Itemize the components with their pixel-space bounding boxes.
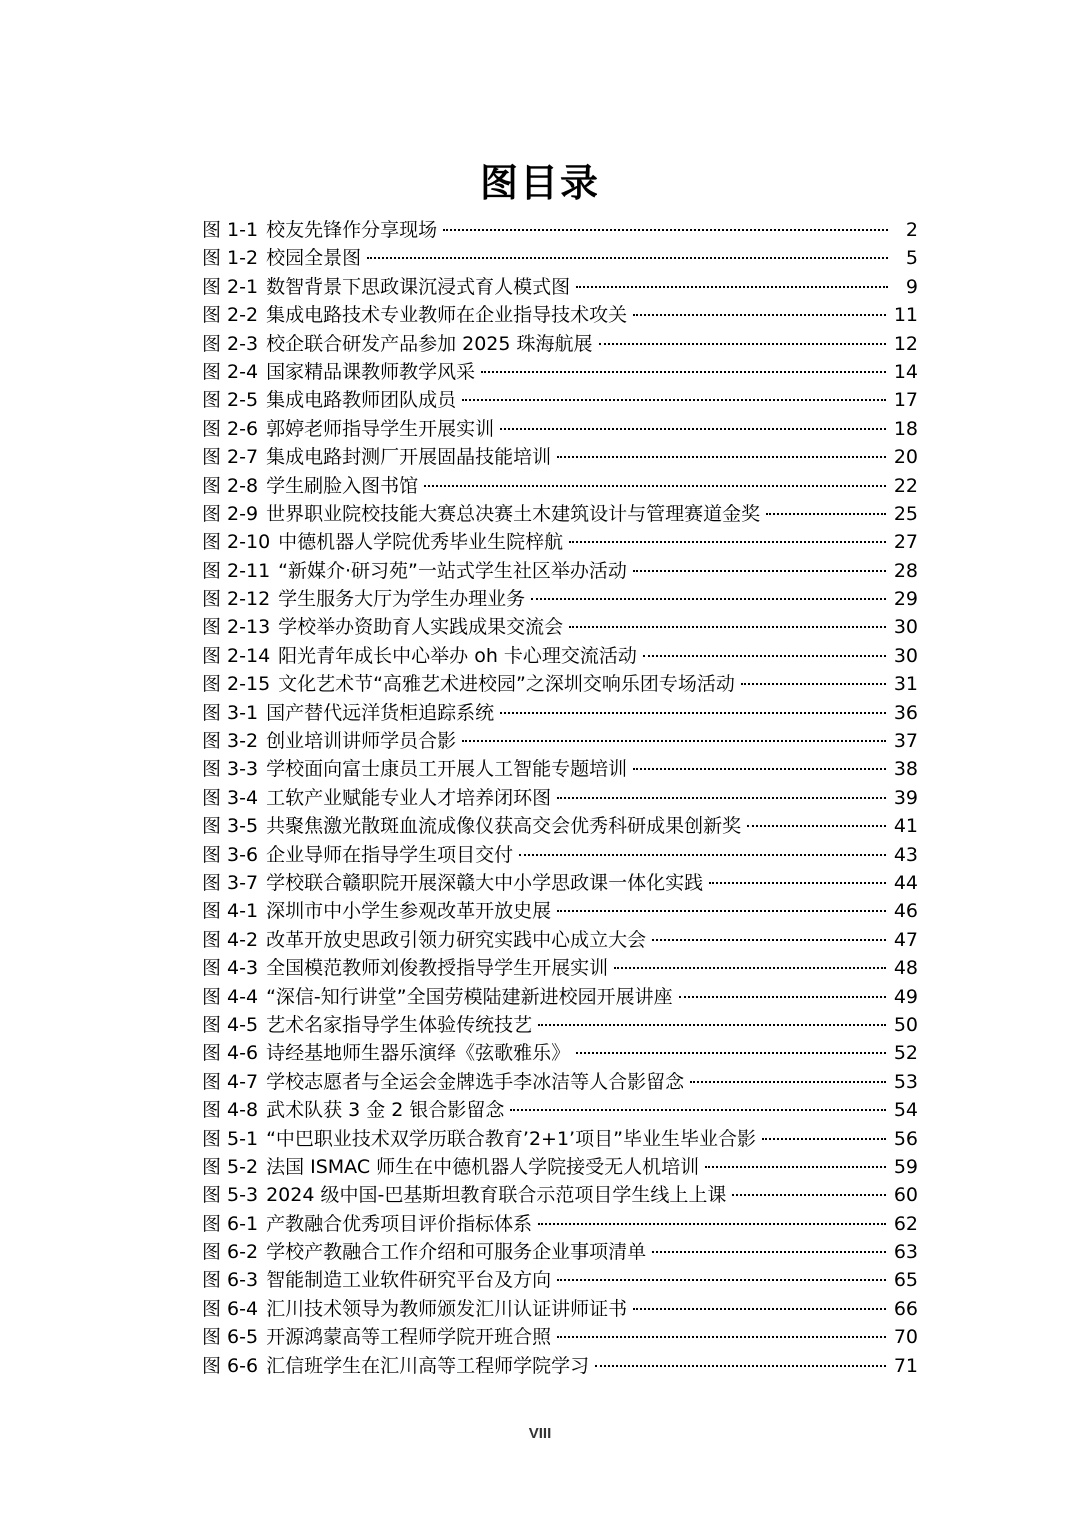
toc-entry[interactable]	[202, 699, 918, 727]
page-ref: 9	[905, 275, 918, 298]
figure-caption: 产教融合优秀项目评价指标体系	[266, 1212, 533, 1235]
page-ref: 52	[893, 1042, 918, 1065]
figure-caption: 学校产教融合工作介绍和可服务企业事项清单	[266, 1241, 647, 1264]
page-ref: 28	[893, 559, 918, 582]
page-ref: 70	[893, 1326, 918, 1349]
figure-label: 图 3-6	[202, 843, 259, 866]
dot-leader	[705, 1166, 886, 1168]
figure-label: 图 6-3	[202, 1269, 259, 1292]
page-ref: 47	[893, 928, 918, 951]
dot-leader	[481, 371, 886, 373]
toc-entry[interactable]	[202, 1295, 918, 1323]
figure-caption: 国产替代远洋货柜追踪系统	[266, 701, 495, 724]
dot-leader	[367, 257, 888, 259]
dot-leader	[747, 825, 886, 827]
figure-caption: 诗经基地师生器乐演绎《弦歌雅乐》	[266, 1042, 571, 1065]
toc-entry[interactable]	[202, 869, 918, 897]
figure-label: 图 2-4	[202, 360, 259, 383]
toc-entry[interactable]	[202, 841, 918, 869]
dot-leader	[762, 1138, 886, 1140]
figure-label: 图 6-2	[202, 1241, 259, 1264]
toc-entry[interactable]	[202, 528, 918, 556]
figure-label: 图 1-2	[202, 247, 259, 270]
toc-entry[interactable]	[202, 1125, 918, 1153]
page-ref: 56	[893, 1127, 918, 1150]
page-ref: 37	[893, 730, 918, 753]
page-title: 图目录	[479, 160, 600, 206]
figure-caption: 数智背景下思政课沉浸式育人模式图	[266, 275, 571, 298]
page-ref: 5	[905, 247, 918, 270]
figure-label: 图 5-3	[202, 1184, 259, 1207]
toc-entry[interactable]	[202, 1039, 918, 1067]
toc-entry[interactable]	[202, 1181, 918, 1209]
page-ref: 30	[893, 644, 918, 667]
figure-caption: 2024 级中国-巴基斯坦教育联合示范项目学生线上上课	[266, 1184, 727, 1207]
figure-label: 图 2-3	[202, 332, 259, 355]
toc-entry[interactable]	[202, 358, 918, 386]
figure-label: 图 2-14	[202, 644, 271, 667]
dot-leader	[652, 939, 886, 941]
figure-label: 图 2-9	[202, 502, 259, 525]
figure-caption: 汇川技术领导为教师颁发汇川认证讲师证书	[266, 1297, 628, 1320]
figure-caption: 学校面向富士康员工开展人工智能专题培训	[266, 758, 628, 781]
dot-leader	[443, 229, 888, 231]
dot-leader	[576, 1052, 886, 1054]
figure-label: 图 1-1	[202, 219, 259, 241]
figure-label: 图 2-15	[202, 673, 271, 696]
figure-label: 图 4-4	[202, 985, 259, 1008]
figure-caption: 集成电路封测厂开展固晶技能培训	[266, 446, 552, 469]
figure-label: 图 3-1	[202, 701, 259, 724]
figure-caption: 学生服务大厅为学生办理业务	[278, 588, 526, 611]
figure-label: 图 2-8	[202, 474, 259, 497]
dot-leader	[569, 541, 886, 543]
toc-entry[interactable]	[202, 983, 918, 1011]
toc-entry[interactable]	[202, 415, 918, 443]
figure-caption: 中德机器人学院优秀毕业生院梓航	[278, 531, 564, 554]
figure-label: 图 4-2	[202, 928, 259, 951]
figure-caption: 学校志愿者与全运会金牌选手李冰洁等人合影留念	[266, 1070, 685, 1093]
page-ref: 54	[893, 1099, 918, 1122]
dot-leader	[462, 399, 886, 401]
page-ref: 18	[893, 417, 918, 440]
page-ref: 11	[893, 304, 918, 327]
figure-caption: 开源鸿蒙高等工程师学院开班合照	[266, 1326, 552, 1349]
figure-label: 图 2-13	[202, 616, 271, 639]
page-ref: 66	[893, 1297, 918, 1320]
toc-entry[interactable]	[202, 1096, 918, 1124]
page-ref: 14	[893, 360, 918, 383]
page-ref: 2	[905, 219, 918, 241]
page-ref: 60	[893, 1184, 918, 1207]
figure-caption: 文化艺术节“高雅艺术进校园”之深圳交响乐团专场活动	[278, 673, 735, 696]
figure-label: 图 2-1	[202, 275, 259, 298]
toc-entry[interactable]	[202, 755, 918, 783]
dot-leader	[557, 797, 886, 799]
figure-label: 图 4-6	[202, 1042, 259, 1065]
figure-label: 图 3-2	[202, 730, 259, 753]
dot-leader	[510, 1109, 885, 1111]
page-ref: 43	[893, 843, 918, 866]
page-number: VIII	[528, 1425, 552, 1442]
dot-leader	[500, 428, 886, 430]
figure-label: 图 4-7	[202, 1070, 259, 1093]
figure-caption: 武术队获 3 金 2 银合影留念	[266, 1099, 505, 1122]
toc-entry[interactable]	[202, 1266, 918, 1294]
figure-label: 图 2-10	[202, 531, 271, 554]
figure-caption: 艺术名家指导学生体验传统技艺	[266, 1013, 533, 1036]
figure-caption: 校园全景图	[266, 247, 362, 270]
dot-leader	[538, 1223, 886, 1225]
dot-leader	[652, 1251, 886, 1253]
figure-label: 图 5-2	[202, 1155, 259, 1178]
figure-label: 图 2-11	[202, 559, 271, 582]
dot-leader	[557, 1279, 886, 1281]
toc-entry[interactable]	[202, 386, 918, 414]
page-ref: 17	[893, 389, 918, 412]
dot-leader	[766, 513, 886, 515]
page-ref: 48	[893, 957, 918, 980]
figure-caption: 校企联合研发产品参加 2025 珠海航展	[266, 332, 593, 355]
figure-label: 图 2-2	[202, 304, 259, 327]
toc-entry[interactable]	[202, 557, 918, 585]
figure-caption: 阳光青年成长中心举办 oh 卡心理交流活动	[278, 644, 637, 667]
toc-entry[interactable]	[202, 812, 918, 840]
dot-leader	[569, 626, 886, 628]
figure-caption: “深信-知行讲堂”全国劳模陆建新进校园开展讲座	[266, 985, 673, 1008]
figure-label: 图 3-7	[202, 871, 259, 894]
dot-leader	[557, 910, 886, 912]
figure-caption: “新媒介·研习苑”一站式学生社区举办活动	[278, 559, 627, 582]
figure-label: 图 2-5	[202, 389, 259, 412]
figure-caption: 集成电路教师团队成员	[266, 389, 457, 412]
figure-label: 图 6-4	[202, 1297, 259, 1320]
dot-leader	[576, 286, 888, 288]
figure-caption: 集成电路技术专业教师在企业指导技术攻关	[266, 304, 628, 327]
toc-entry[interactable]	[202, 954, 918, 982]
page-ref: 65	[893, 1269, 918, 1292]
toc-entry[interactable]	[202, 273, 918, 301]
figure-label: 图 5-1	[202, 1127, 259, 1150]
figure-label: 图 3-3	[202, 758, 259, 781]
page-ref: 38	[893, 758, 918, 781]
dot-leader	[500, 712, 886, 714]
figure-caption: 世界职业院校技能大赛总决赛土木建筑设计与管理赛道金奖	[266, 502, 761, 525]
toc-entry[interactable]	[202, 897, 918, 925]
dot-leader	[531, 598, 886, 600]
page-ref: 25	[893, 502, 918, 525]
page-ref: 31	[893, 673, 918, 696]
dot-leader	[679, 996, 886, 998]
dot-leader	[462, 740, 886, 742]
figure-caption: 改革开放史思政引领力研究实践中心成立大会	[266, 928, 647, 951]
toc-entry[interactable]	[202, 613, 918, 641]
figure-caption: 深圳市中小学生参观改革开放史展	[266, 900, 552, 923]
dot-leader	[633, 570, 886, 572]
toc-entry[interactable]	[202, 1210, 918, 1238]
figure-caption: 郭婷老师指导学生开展实训	[266, 417, 495, 440]
toc-entry[interactable]	[202, 472, 918, 500]
figure-caption: 共聚焦激光散斑血流成像仪获高交会优秀科研成果创新奖	[266, 815, 742, 838]
figure-label: 图 2-6	[202, 417, 259, 440]
page-ref: 41	[893, 815, 918, 838]
dot-leader	[519, 854, 886, 856]
page-ref: 62	[893, 1212, 918, 1235]
figure-caption: 学校联合赣职院开展深赣大中小学思政课一体化实践	[266, 871, 704, 894]
page-ref: 29	[893, 588, 918, 611]
page-ref: 44	[893, 871, 918, 894]
dot-leader	[424, 485, 886, 487]
toc-entry[interactable]	[202, 244, 918, 272]
toc-entry[interactable]	[202, 216, 918, 244]
figure-label: 图 3-5	[202, 815, 259, 838]
figure-label: 图 4-1	[202, 900, 259, 923]
figure-caption: 校友先锋作分享现场	[266, 219, 438, 241]
page-ref: 30	[893, 616, 918, 639]
figure-caption: 全国模范教师刘俊教授指导学生开展实训	[266, 957, 609, 980]
dot-leader	[557, 1336, 886, 1338]
figure-caption: “中巴职业技术双学历联合教育’2+1’项目”毕业生毕业合影	[266, 1127, 756, 1150]
dot-leader	[741, 683, 886, 685]
figure-caption: 法国 ISMAC 师生在中德机器人学院接受无人机培训	[266, 1155, 700, 1178]
page-ref: 71	[893, 1354, 918, 1377]
toc-entry[interactable]	[202, 926, 918, 954]
page-ref: 12	[893, 332, 918, 355]
page-ref: 39	[893, 786, 918, 809]
dot-leader	[633, 768, 886, 770]
toc-entry[interactable]	[202, 1352, 918, 1380]
figure-caption: 工软产业赋能专业人才培养闭环图	[266, 786, 552, 809]
toc-entry[interactable]	[202, 443, 918, 471]
toc-entry[interactable]	[202, 301, 918, 329]
figure-label: 图 2-7	[202, 446, 259, 469]
page-ref: 59	[893, 1155, 918, 1178]
toc-entry[interactable]	[202, 727, 918, 755]
page-ref: 49	[893, 985, 918, 1008]
toc-entry[interactable]	[202, 585, 918, 613]
page-ref: 46	[893, 900, 918, 923]
figure-label: 图 6-5	[202, 1326, 259, 1349]
dot-leader	[633, 1308, 886, 1310]
figure-caption: 创业培训讲师学员合影	[266, 730, 457, 753]
dot-leader	[557, 456, 886, 458]
dot-leader	[690, 1081, 886, 1083]
page-ref: 27	[893, 531, 918, 554]
toc-entry[interactable]	[202, 670, 918, 698]
toc-entry[interactable]	[202, 784, 918, 812]
toc-entry[interactable]	[202, 642, 918, 670]
dot-leader	[595, 1365, 886, 1367]
figure-label: 图 6-6	[202, 1354, 259, 1377]
figure-caption: 国家精品课教师教学风采	[266, 360, 476, 383]
toc-entry[interactable]	[202, 1153, 918, 1181]
toc-entry[interactable]	[202, 330, 918, 358]
dot-leader	[633, 314, 886, 316]
dot-leader	[599, 343, 886, 345]
page-ref: 22	[893, 474, 918, 497]
page-ref: 36	[893, 701, 918, 724]
dot-leader	[732, 1194, 885, 1196]
figure-caption: 企业导师在指导学生项目交付	[266, 843, 514, 866]
figure-list	[202, 216, 918, 1380]
dot-leader	[709, 882, 886, 884]
page-ref: 50	[893, 1013, 918, 1036]
figure-label: 图 4-8	[202, 1099, 259, 1122]
page-ref: 53	[893, 1070, 918, 1093]
figure-caption: 学生刷脸入图书馆	[266, 474, 419, 497]
toc-entry[interactable]	[202, 1238, 918, 1266]
figure-label: 图 4-3	[202, 957, 259, 980]
toc-entry[interactable]	[202, 1323, 918, 1351]
dot-leader	[643, 655, 886, 657]
figure-label: 图 4-5	[202, 1013, 259, 1036]
figure-caption: 汇信班学生在汇川高等工程师学院学习	[266, 1354, 590, 1377]
figure-label: 图 3-4	[202, 786, 259, 809]
dot-leader	[614, 967, 886, 969]
figure-label: 图 6-1	[202, 1212, 259, 1235]
page-ref: 63	[893, 1241, 918, 1264]
toc-entry[interactable]	[202, 1068, 918, 1096]
dot-leader	[538, 1024, 886, 1026]
figure-label: 图 2-12	[202, 588, 271, 611]
page-ref: 20	[893, 446, 918, 469]
figure-caption: 智能制造工业软件研究平台及方向	[266, 1269, 552, 1292]
toc-entry[interactable]	[202, 1011, 918, 1039]
figure-caption: 学校举办资助育人实践成果交流会	[278, 616, 564, 639]
toc-entry[interactable]	[202, 500, 918, 528]
